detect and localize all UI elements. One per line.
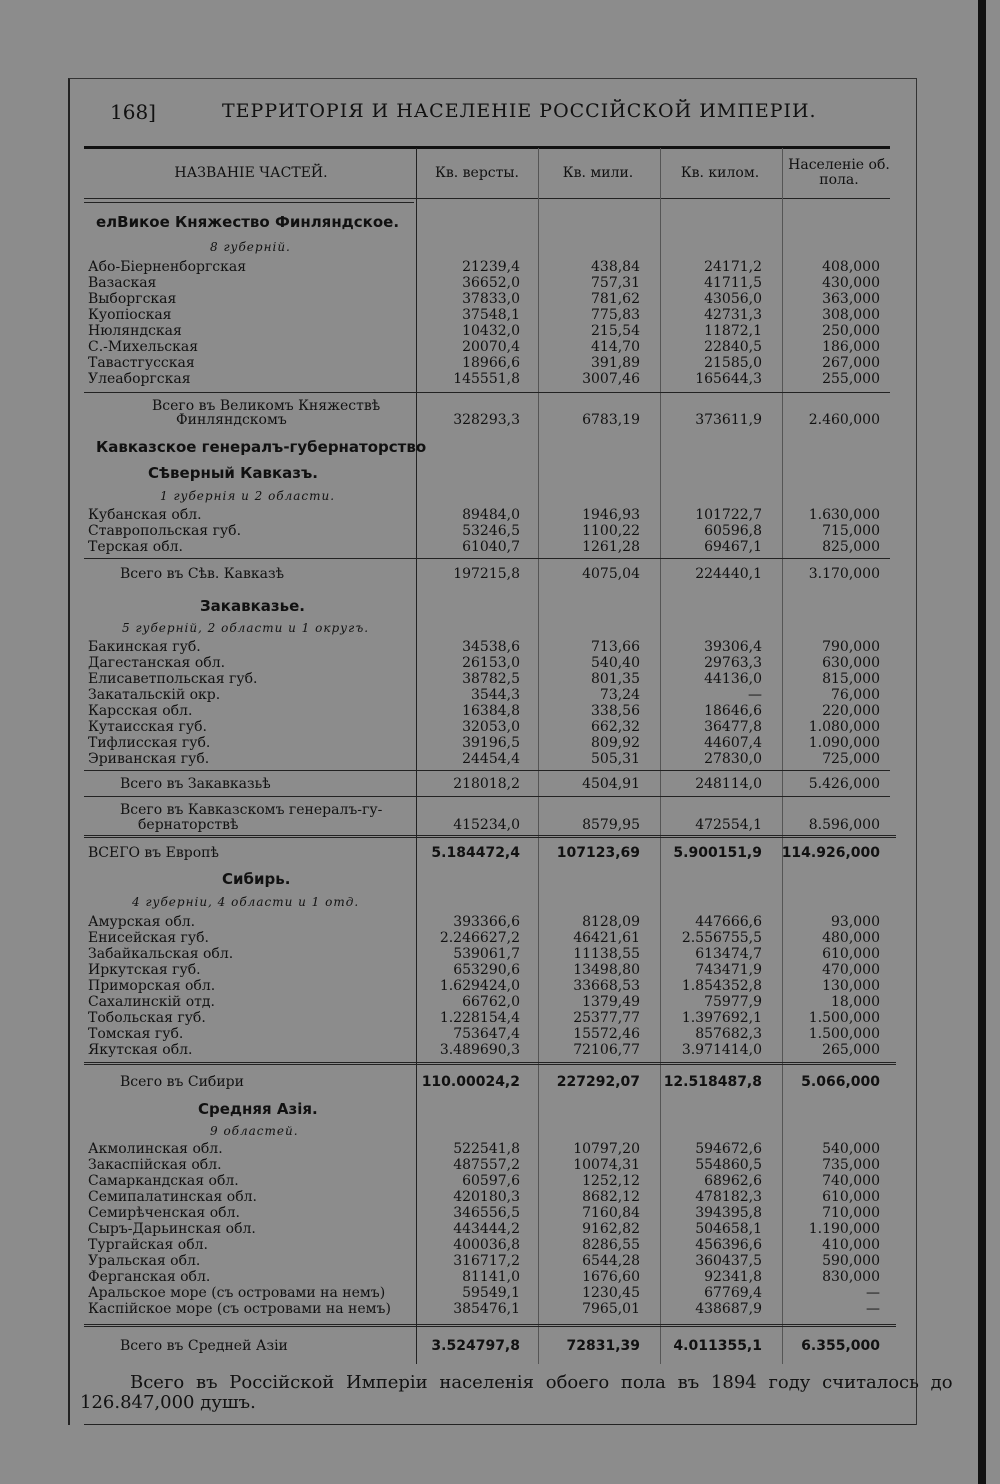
table-row: Закатальскій окр. 3544,3 73,24 — 76,000 (88, 687, 880, 703)
section-subtitle-siberia: 4 губерніи, 4 области и 1 отд. (132, 895, 360, 909)
col-header-sq-miles: Кв. мили. (562, 164, 634, 181)
table-row: Бакинская губ. 34538,6 713,66 39306,4 790,000 (88, 639, 880, 655)
section-rule (84, 392, 890, 393)
table-row: Якутская обл. 3.489690,3 72106,77 3.971414,0 265,000 (88, 1042, 880, 1058)
table-row: Дагестанская обл. 26153,0 540,40 29763,3 630,000 (88, 655, 880, 671)
section-title-central-asia: Средняя Азія. (198, 1100, 318, 1118)
europe-total-row: ВСЕГО въ Европѣ 5.184472,4 107123,69 5.900151,9 114.926,000 (88, 845, 880, 861)
table-row: Закаспійская обл. 487557,2 10074,31 554860,5 735,000 (88, 1157, 880, 1173)
table-row: Карсская обл. 16384,8 338,56 18646,6 220,000 (88, 703, 880, 719)
table-row: Уральская обл. 316717,2 6544,28 360437,5 590,000 (88, 1253, 880, 1269)
table-row: Приморская обл. 1.629424,0 33668,53 1.854352,8 130,000 (88, 978, 880, 994)
double-rule (84, 1324, 896, 1327)
table-row: Сыръ-Дарьинская обл. 443444,2 9162,82 504658,1 1.190,000 (88, 1221, 880, 1237)
table-row: Тургайская обл. 400036,8 8286,55 456396,6 410,000 (88, 1237, 880, 1253)
table-row: Або-Біерненборгская 21239,4 438,84 24171,2 408,000 (88, 259, 880, 275)
table-row: Иркутская губ. 653290,6 13498,80 743471,9 470,000 (88, 962, 880, 978)
table-row: Ферганская обл. 81141,0 1676,60 92341,8 830,000 (88, 1269, 880, 1285)
total-row: бернаторствѣ 415234,0 8579,95 472554,1 8.596,000 (138, 817, 880, 833)
double-rule (84, 835, 896, 838)
table-row: Акмолинская обл. 522541,8 10797,20 594672,6 540,000 (88, 1141, 880, 1157)
table-row: Тавастгусская 18966,6 391,89 21585,0 267,000 (88, 355, 880, 371)
double-rule (84, 1062, 896, 1065)
table-row: Тобольская губ. 1.228154,4 25377,77 1.397692,1 1.500,000 (88, 1010, 880, 1026)
section-title-north-caucasus: Сѣверный Кавказъ. (148, 464, 318, 482)
total-row: Всего въ Закавказьѣ 218018,2 4504,91 248114,0 5.426,000 (120, 776, 880, 792)
table-row: Сахалинскій отд. 66762,0 1379,49 75977,9 18,000 (88, 994, 880, 1010)
footer-text-line1: Всего въ Россійской Имперіи населенія обоего пола въ 1894 году считалось до (130, 1372, 953, 1393)
table-row: Самаркандская обл. 60597,6 1252,12 68962,6 740,000 (88, 1173, 880, 1189)
table-row: Вазаская 36652,0 757,31 41711,5 430,000 (88, 275, 880, 291)
table-row: Семипалатинская обл. 420180,3 8682,12 478182,3 610,000 (88, 1189, 880, 1205)
section-title-transcaucasia: Закавказье. (200, 597, 305, 615)
header-bottom-rule-2 (84, 202, 414, 203)
section-rule (84, 558, 890, 559)
section-rule (84, 796, 890, 797)
section-subtitle-transcaucasia: 5 губерній, 2 области и 1 округъ. (122, 621, 370, 635)
page-title: ТЕРРИТОРІЯ И НАСЕЛЕНІЕ РОССІЙСКОЙ ИМПЕРІИ. (222, 100, 817, 122)
section-title-caucasus: Кавказское генералъ-губернаторство (96, 438, 427, 456)
table-row: Томская губ. 753647,4 15572,46 857682,3 1.500,000 (88, 1026, 880, 1042)
section-subtitle-north-caucasus: 1 губернія и 2 области. (160, 489, 336, 503)
section-title-finland: елВикое Княжество Финляндское. (96, 213, 400, 231)
header-rule (84, 146, 890, 149)
table-row: Семирѣченская обл. 346556,5 7160,84 394395,8 710,000 (88, 1205, 880, 1221)
total-row: Всего въ Сѣв. Кавказѣ 197215,8 4075,04 224440,1 3.170,000 (120, 566, 880, 582)
table-row: Куопіоская 37548,1 775,83 42731,3 308,000 (88, 307, 880, 323)
section-rule (84, 770, 890, 771)
table-row: С.-Михельская 20070,4 414,70 22840,5 186,000 (88, 339, 880, 355)
table-row: Нюляндская 10432,0 215,54 11872,1 250,000 (88, 323, 880, 339)
table-row: Терская обл. 61040,7 1261,28 69467,1 825,000 (88, 539, 880, 555)
footer-text-line2: 126.847,000 душъ. (80, 1392, 256, 1413)
total-row: Всего въ Кавказскомъ генералъ-гу- (120, 802, 383, 818)
table-row: Эриванская губ. 24454,4 505,31 27830,0 725,000 (88, 751, 880, 767)
col-header-name: НАЗВАНІЕ ЧАСТЕЙ. (174, 164, 328, 181)
table-row: Тифлисская губ. 39196,5 809,92 44607,4 1.090,000 (88, 735, 880, 751)
total-row: Всего въ Великомъ Княжествѣ (152, 398, 381, 414)
bottom-rule (84, 1424, 916, 1425)
section-title-siberia: Сибирь. (222, 870, 291, 888)
table-row: Забайкальская обл. 539061,7 11138,55 613474,7 610,000 (88, 946, 880, 962)
table-row: Кутаисская губ. 32053,0 662,32 36477,8 1.080,000 (88, 719, 880, 735)
header-bottom-rule (84, 198, 890, 199)
table-row: Улеаборгская 145551,8 3007,46 165644,3 255,000 (88, 371, 880, 387)
total-row: Финляндскомъ 328293,3 6783,19 373611,9 2.460,000 (176, 412, 880, 428)
page-number: 168] (110, 100, 156, 124)
asia-total-row: Всего въ Средней Азіи 3.524797,8 72831,39 4.011355,1 6.355,000 (120, 1338, 880, 1354)
section-subtitle-central-asia: 9 областей. (210, 1124, 299, 1138)
table-row: Каспійское море (съ островами на немъ) 385476,1 7965,01 438687,9 — (88, 1301, 880, 1317)
table-row: Ставропольская губ. 53246,5 1100,22 60596,8 715,000 (88, 523, 880, 539)
siberia-total-row: Всего въ Сибири 110.00024,2 227292,07 12.518487,8 5.066,000 (120, 1074, 880, 1090)
col-header-sq-km: Кв. килом. (680, 164, 760, 181)
table-row: Аральское море (съ островами на немъ) 59549,1 1230,45 67769,4 — (88, 1285, 880, 1301)
col-header-population: Населеніе об. пола. (788, 157, 890, 188)
table-row: Елисаветпольская губ. 38782,5 801,35 44136,0 815,000 (88, 671, 880, 687)
col-header-sq-versts: Кв. версты. (435, 164, 519, 181)
table-row: Выборгская 37833,0 781,62 43056,0 363,000 (88, 291, 880, 307)
table-row: Енисейская губ. 2.246627,2 46421,61 2.556755,5 480,000 (88, 930, 880, 946)
table-row: Амурская обл. 393366,6 8128,09 447666,6 93,000 (88, 914, 880, 930)
table-row: Кубанская обл. 89484,0 1946,93 101722,7 1.630,000 (88, 507, 880, 523)
section-subtitle-finland: 8 губерній. (210, 240, 291, 254)
